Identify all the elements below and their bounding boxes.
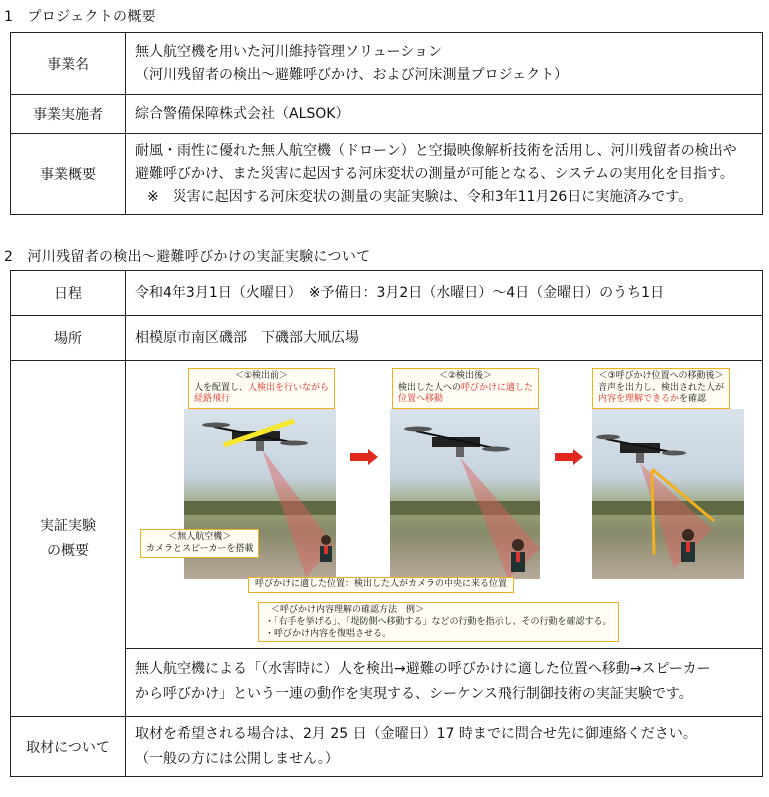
table-row	[11, 271, 763, 316]
photo-step2-art	[390, 409, 540, 579]
callout-step1	[188, 368, 335, 409]
callout-highlight: 人検出を行いながら	[248, 382, 330, 393]
experiment-label-line: 実証実験	[40, 517, 96, 534]
callout-drone	[140, 529, 259, 558]
row-label-overview: 事業概要	[11, 134, 126, 215]
callout-title: ＜③呼びかけ位置への移動後＞	[598, 371, 724, 381]
treeline	[184, 501, 336, 515]
callout-text: ・「右手を挙げる」、「堤防側へ移動する」などの行動を指示し、その行動を確認する。	[265, 617, 612, 627]
coverage-line: 取材を希望される場合は、2月 25 日（金曜日）17 時までに問合せ先に御連絡ください。	[135, 725, 697, 742]
callout-title: ＜呼びかけ内容理解の確認方法 例＞	[271, 605, 425, 615]
voice-arrow	[652, 471, 654, 555]
callout-text: カメラとスピーカーを搭載	[146, 543, 254, 554]
callout-text: ・呼びかけ内容を復唱させる。	[265, 629, 392, 639]
step-arrow-icon	[350, 449, 378, 465]
overview-note: ※ 災害に起因する河床変状の測量の実証実験は、令和3年11月26日に実施済みです。	[147, 188, 693, 205]
callout-text: を確認	[679, 394, 707, 404]
callout-step2	[392, 368, 539, 409]
section2-heading: 2 河川残留者の検出～避難呼びかけの実証実験について	[4, 249, 371, 265]
overview-line: 避難呼びかけ、また災害に起因する河床変状の測量が可能となる、システムの実用化を目指す。	[135, 165, 734, 182]
callout-highlight: 内容を理解できるか	[598, 394, 680, 404]
table-row	[11, 717, 763, 777]
experiment-table	[10, 270, 763, 777]
project-overview-table	[10, 32, 763, 215]
row-label-coverage: 取材について	[11, 717, 126, 777]
photo-step3	[592, 409, 744, 579]
callout-position: 呼びかけに適した位置：検出した人がカメラの中央に来る位置	[248, 577, 514, 593]
callout-text: 検出した人への	[398, 382, 462, 393]
experiment-label-line: の概要	[47, 542, 89, 559]
overview-line: 耐風・雨性に優れた無人航空機（ドローン）と空撮映像解析技術を活用し、河川残留者の検出や	[135, 142, 737, 159]
callout-method	[258, 602, 619, 642]
callout-highlight: 経路飛行	[194, 394, 231, 404]
experiment-content	[126, 361, 763, 717]
description-line: 無人航空機による「（水害時に）人を検出→避難の呼びかけに適した位置へ移動→スピーカー	[135, 661, 711, 677]
camera-cone	[460, 457, 540, 579]
schedule-value: 令和4年3月1日（火曜日） ※予備日：3月2日（水曜日）～4日（金曜日）のうち1日	[126, 271, 763, 316]
project-subtitle: （河川残留者の検出～避難呼びかけ、および河床測量プロジェクト）	[135, 66, 569, 83]
callout-title: ＜無人航空機＞	[168, 532, 232, 542]
coverage-value	[126, 717, 763, 777]
row-value-name	[126, 33, 763, 95]
implementer-value: 綜合警備保障株式会社（ALSOK）	[126, 95, 763, 134]
callout-text: 音声を出力し、検出された人が	[598, 382, 725, 393]
callout-step3	[592, 368, 730, 409]
step-arrow-icon	[555, 449, 583, 465]
overview-value	[126, 134, 763, 215]
row-label-experiment	[11, 361, 126, 717]
callout-highlight: 呼びかけに適した	[461, 382, 534, 393]
callout-title: ＜②検出後＞	[438, 371, 493, 381]
photo-step3-art	[592, 409, 744, 579]
callout-highlight: 位置へ移動	[398, 394, 444, 404]
callout-title: ＜①検出前＞	[234, 371, 289, 381]
photo-step2	[390, 409, 540, 579]
row-label-implementer: 事業実施者	[11, 95, 126, 134]
table-row	[11, 33, 763, 95]
experiment-figure	[126, 361, 753, 648]
person-icon	[320, 535, 332, 562]
coverage-line: （一般の方には公開しません。）	[135, 750, 339, 767]
place-value: 相模原市南区磯部 下磯部大凧広場	[126, 316, 763, 361]
drone-icon	[596, 435, 686, 464]
callout-text: 人を配置し、	[194, 382, 249, 393]
row-label-schedule: 日程	[11, 271, 126, 316]
table-row	[11, 316, 763, 361]
section1-heading: 1 プロジェクトの概要	[4, 9, 156, 25]
row-label-place: 場所	[11, 316, 126, 361]
table-row	[11, 361, 763, 717]
table-row	[11, 95, 763, 134]
treeline	[390, 501, 540, 515]
table-row	[11, 134, 763, 215]
row-label-name: 事業名	[11, 33, 126, 95]
project-name: 無人航空機を用いた河川維持管理ソリューション	[135, 43, 443, 60]
description-line: から呼びかけ」という一連の動作を実現する、シーケンス飛行制御技術の実証実験です。	[135, 686, 693, 702]
experiment-description	[126, 648, 762, 708]
drone-icon	[404, 427, 510, 458]
person-icon	[511, 539, 525, 572]
person-icon	[681, 529, 695, 562]
